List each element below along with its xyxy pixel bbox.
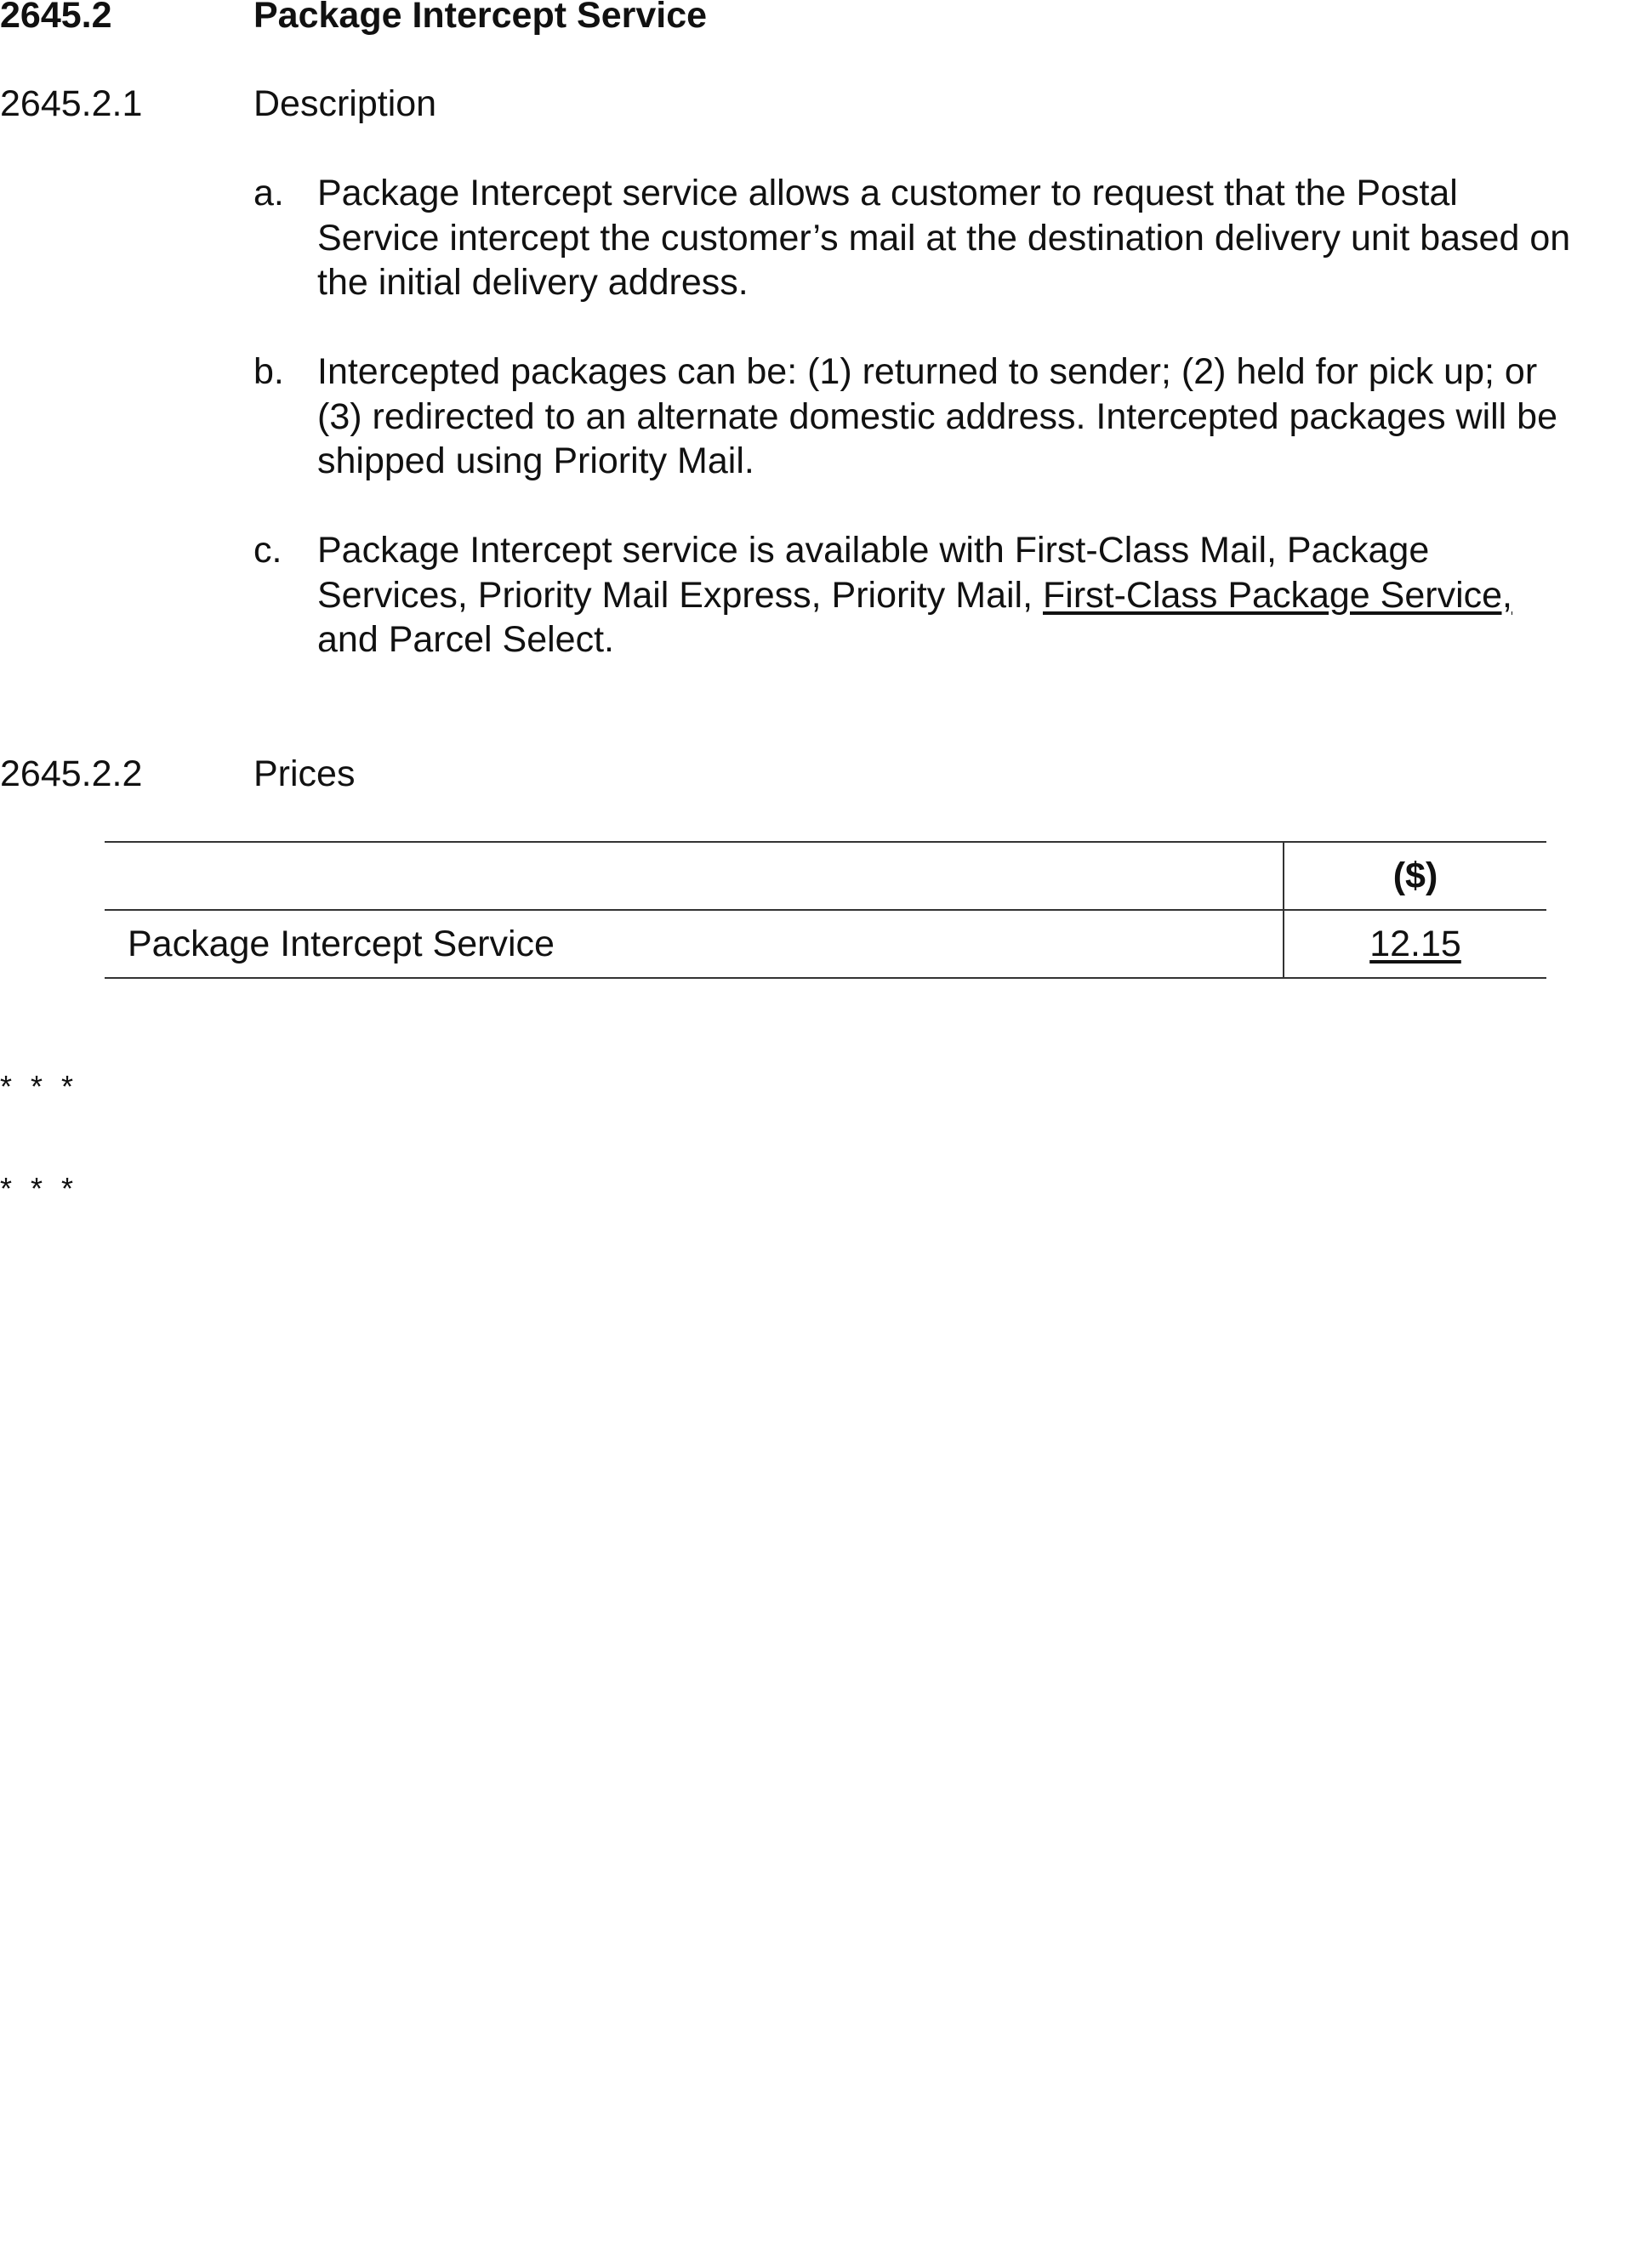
list-item-marker: a. <box>253 173 284 213</box>
table-row <box>105 910 1546 978</box>
underlined-text: First-Class Package Service, <box>1043 574 1512 616</box>
description-number: 2645.2.1 <box>0 83 143 124</box>
list-item-text-start: Package Intercept service is available with First-Class Mail, Package Services, Priority Mail Express, Priority Mail, <box>317 530 1430 616</box>
list-item-text-end: and Parcel Select. <box>317 619 614 660</box>
list-item-marker: c. <box>253 530 282 571</box>
prices-table <box>105 841 1546 979</box>
table-header-row <box>105 842 1546 910</box>
list-item-text <box>317 528 1651 662</box>
list-item-text: Package Intercept service allows a customer to request that the Postal Service intercept the customer’s mail at the destination delivery unit based on the initial delivery address. <box>317 173 1571 303</box>
list-item-text: Intercepted packages can be: (1) returned to sender; (2) held for pick up; or (3) redirected to an alternate domestic address. Intercepted packages will be shipped using Priority Mail. <box>317 351 1558 481</box>
table-header-value: ($) <box>1284 842 1546 910</box>
table-row-label: Package Intercept Service <box>105 910 1284 978</box>
description-title: Description <box>253 83 437 124</box>
price-value: 12.15 <box>1369 923 1461 964</box>
table-header-label <box>105 842 1284 910</box>
separator-stars: * * * <box>0 1069 79 1104</box>
table-row-value <box>1284 910 1546 978</box>
separator-stars: * * * <box>0 1171 79 1206</box>
section-number: 2645.2 <box>0 0 112 36</box>
section-title: Package Intercept Service <box>253 0 708 36</box>
prices-title: Prices <box>253 753 356 794</box>
list-item-marker: b. <box>253 351 284 392</box>
prices-number: 2645.2.2 <box>0 753 143 794</box>
